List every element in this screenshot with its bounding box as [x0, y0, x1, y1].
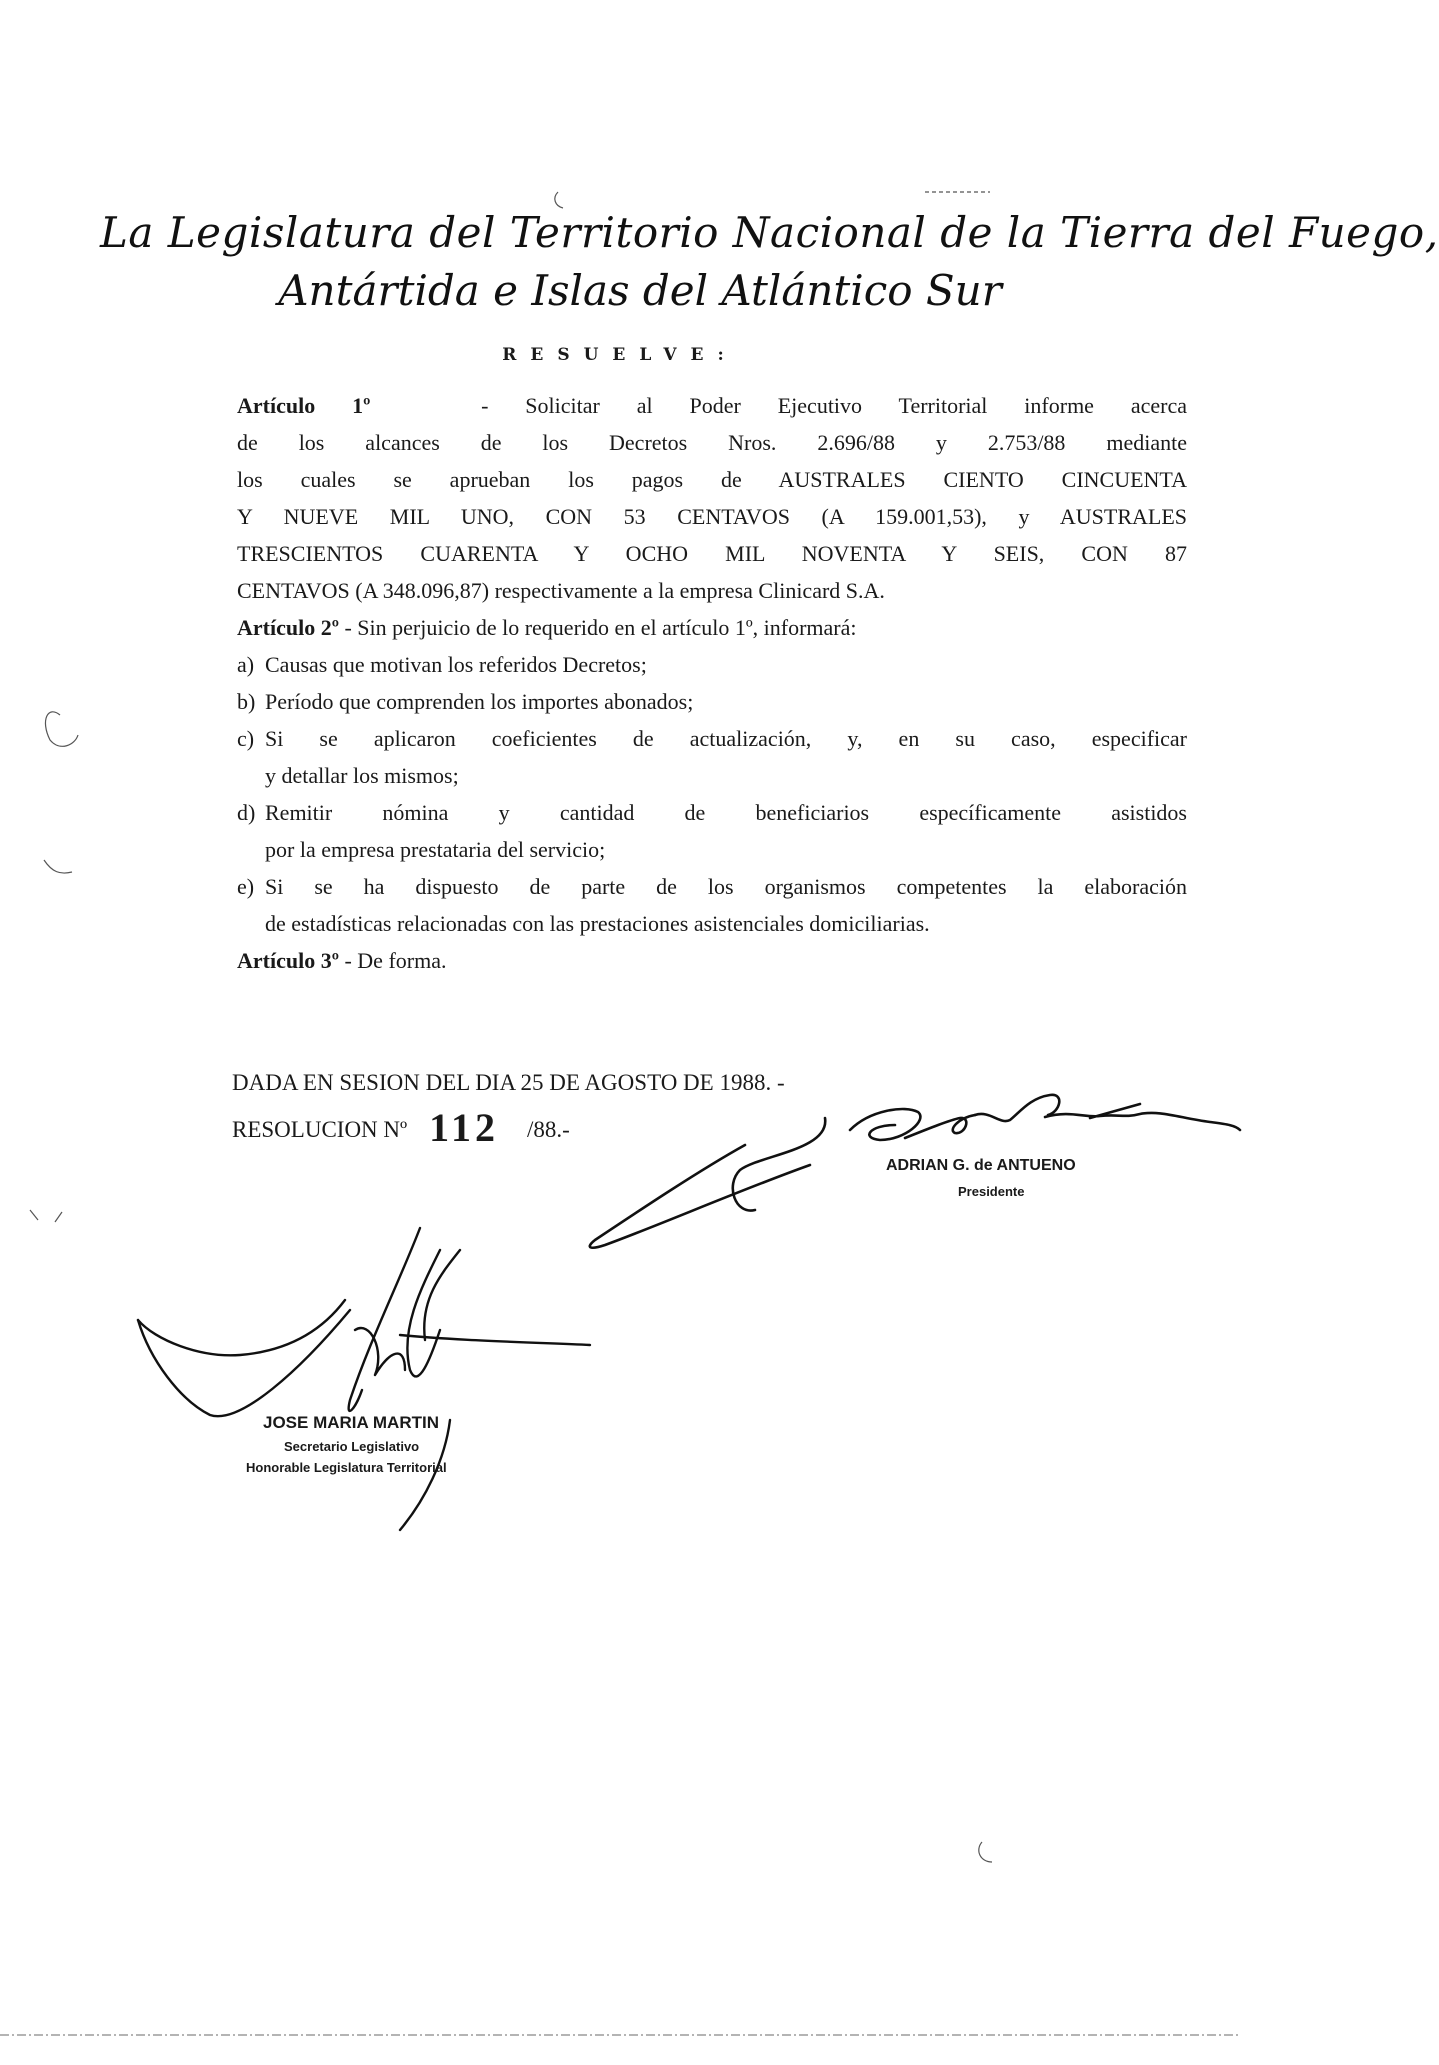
session-date: DADA EN SESION DEL DIA 25 DE AGOSTO DE 1988. - — [232, 1070, 785, 1095]
list-item-text: Si se ha dispuesto de parte de los organismos competentes la elaboración — [265, 874, 1187, 899]
article-3-label: Artículo 3º — [237, 948, 339, 973]
resolution-body — [237, 387, 1187, 979]
secretary-name: JOSE MARIA MARTIN — [263, 1413, 439, 1432]
list-item-text: Remitir nómina y cantidad de beneficiarios específicamente asistidos — [265, 800, 1187, 825]
article-2-text: - Sin perjuicio de lo requerido en el artículo 1º, informará: — [344, 615, 857, 640]
resolution-number-line — [232, 1100, 570, 1150]
list-item — [237, 683, 1187, 720]
article-2-label: Artículo 2º — [237, 615, 339, 640]
article-1-line: los cuales se aprueban los pagos de AUSTRALES CIENTO CINCUENTA — [237, 467, 1187, 492]
list-item-letter: b) — [237, 689, 256, 714]
secretary-signature — [138, 1228, 590, 1530]
article-1-line: Y NUEVE MIL UNO, CON 53 CENTAVOS (A 159.001,53), y AUSTRALES — [237, 504, 1187, 529]
article-1-label: Artículo 1º — [237, 393, 371, 418]
article-1-line: de los alcances de los Decretos Nros. 2.696/88 y 2.753/88 mediante — [237, 430, 1187, 455]
resolution-label: RESOLUCION Nº — [232, 1117, 408, 1142]
article-1-line — [237, 387, 1187, 424]
resolution-number: 112 — [429, 1105, 499, 1150]
list-item-text: Causas que motivan los referidos Decretos; — [265, 652, 647, 677]
list-item-text: y detallar los mismos; — [265, 763, 459, 788]
article-1 — [237, 387, 1187, 609]
article-1-line: CENTAVOS (A 348.096,87) respectivamente a la empresa Clinicard S.A. — [237, 578, 885, 603]
list-item — [237, 646, 1187, 683]
list-item-text: Si se aplicaron coeficientes de actualización, y, en su caso, especificar — [265, 726, 1187, 751]
list-item — [237, 794, 1187, 868]
list-item-letter: c) — [237, 726, 255, 751]
article-3 — [237, 942, 1187, 979]
list-item — [237, 868, 1187, 942]
letterhead — [100, 205, 1439, 321]
article-1-text: - Solicitar al Poder Ejecutivo Territorial informe acerca — [481, 393, 1187, 418]
article-2 — [237, 609, 1187, 942]
list-item-letter: e) — [237, 874, 255, 899]
article-2-line — [237, 609, 1187, 646]
letterhead-line-2: Antártida e Islas del Atlántico Sur — [278, 266, 1002, 315]
secretary-title: Secretario Legislativo — [284, 1439, 420, 1454]
list-item-letter: d) — [237, 800, 256, 825]
article-3-text: - De forma. — [344, 948, 447, 973]
list-item-body — [265, 868, 1187, 942]
president-title: Presidente — [958, 1184, 1025, 1199]
list-item — [237, 720, 1187, 794]
list-item-letter: a) — [237, 652, 255, 677]
list-item-text: por la empresa prestataria del servicio; — [265, 837, 606, 862]
resolution-suffix: /88.- — [526, 1117, 570, 1142]
resuelve-heading: RESUELVE: — [502, 345, 738, 365]
article-1-line: TRESCIENTOS CUARENTA Y OCHO MIL NOVENTA Y SEIS, CON 87 — [237, 541, 1187, 566]
list-item-body — [265, 720, 1187, 794]
president-name: ADRIAN G. de ANTUENO — [886, 1157, 1076, 1174]
list-item-body — [265, 794, 1187, 868]
article-3-line — [237, 942, 1187, 979]
list-item-text: de estadísticas relacionadas con las prestaciones asistenciales domiciliarias. — [265, 911, 930, 936]
secretary-institution: Honorable Legislatura Territorial — [246, 1460, 447, 1475]
list-item-text: Período que comprenden los importes abonados; — [265, 689, 694, 714]
letterhead-line-1: La Legislatura del Territorio Nacional de la Tierra del Fuego, — [100, 208, 1439, 257]
